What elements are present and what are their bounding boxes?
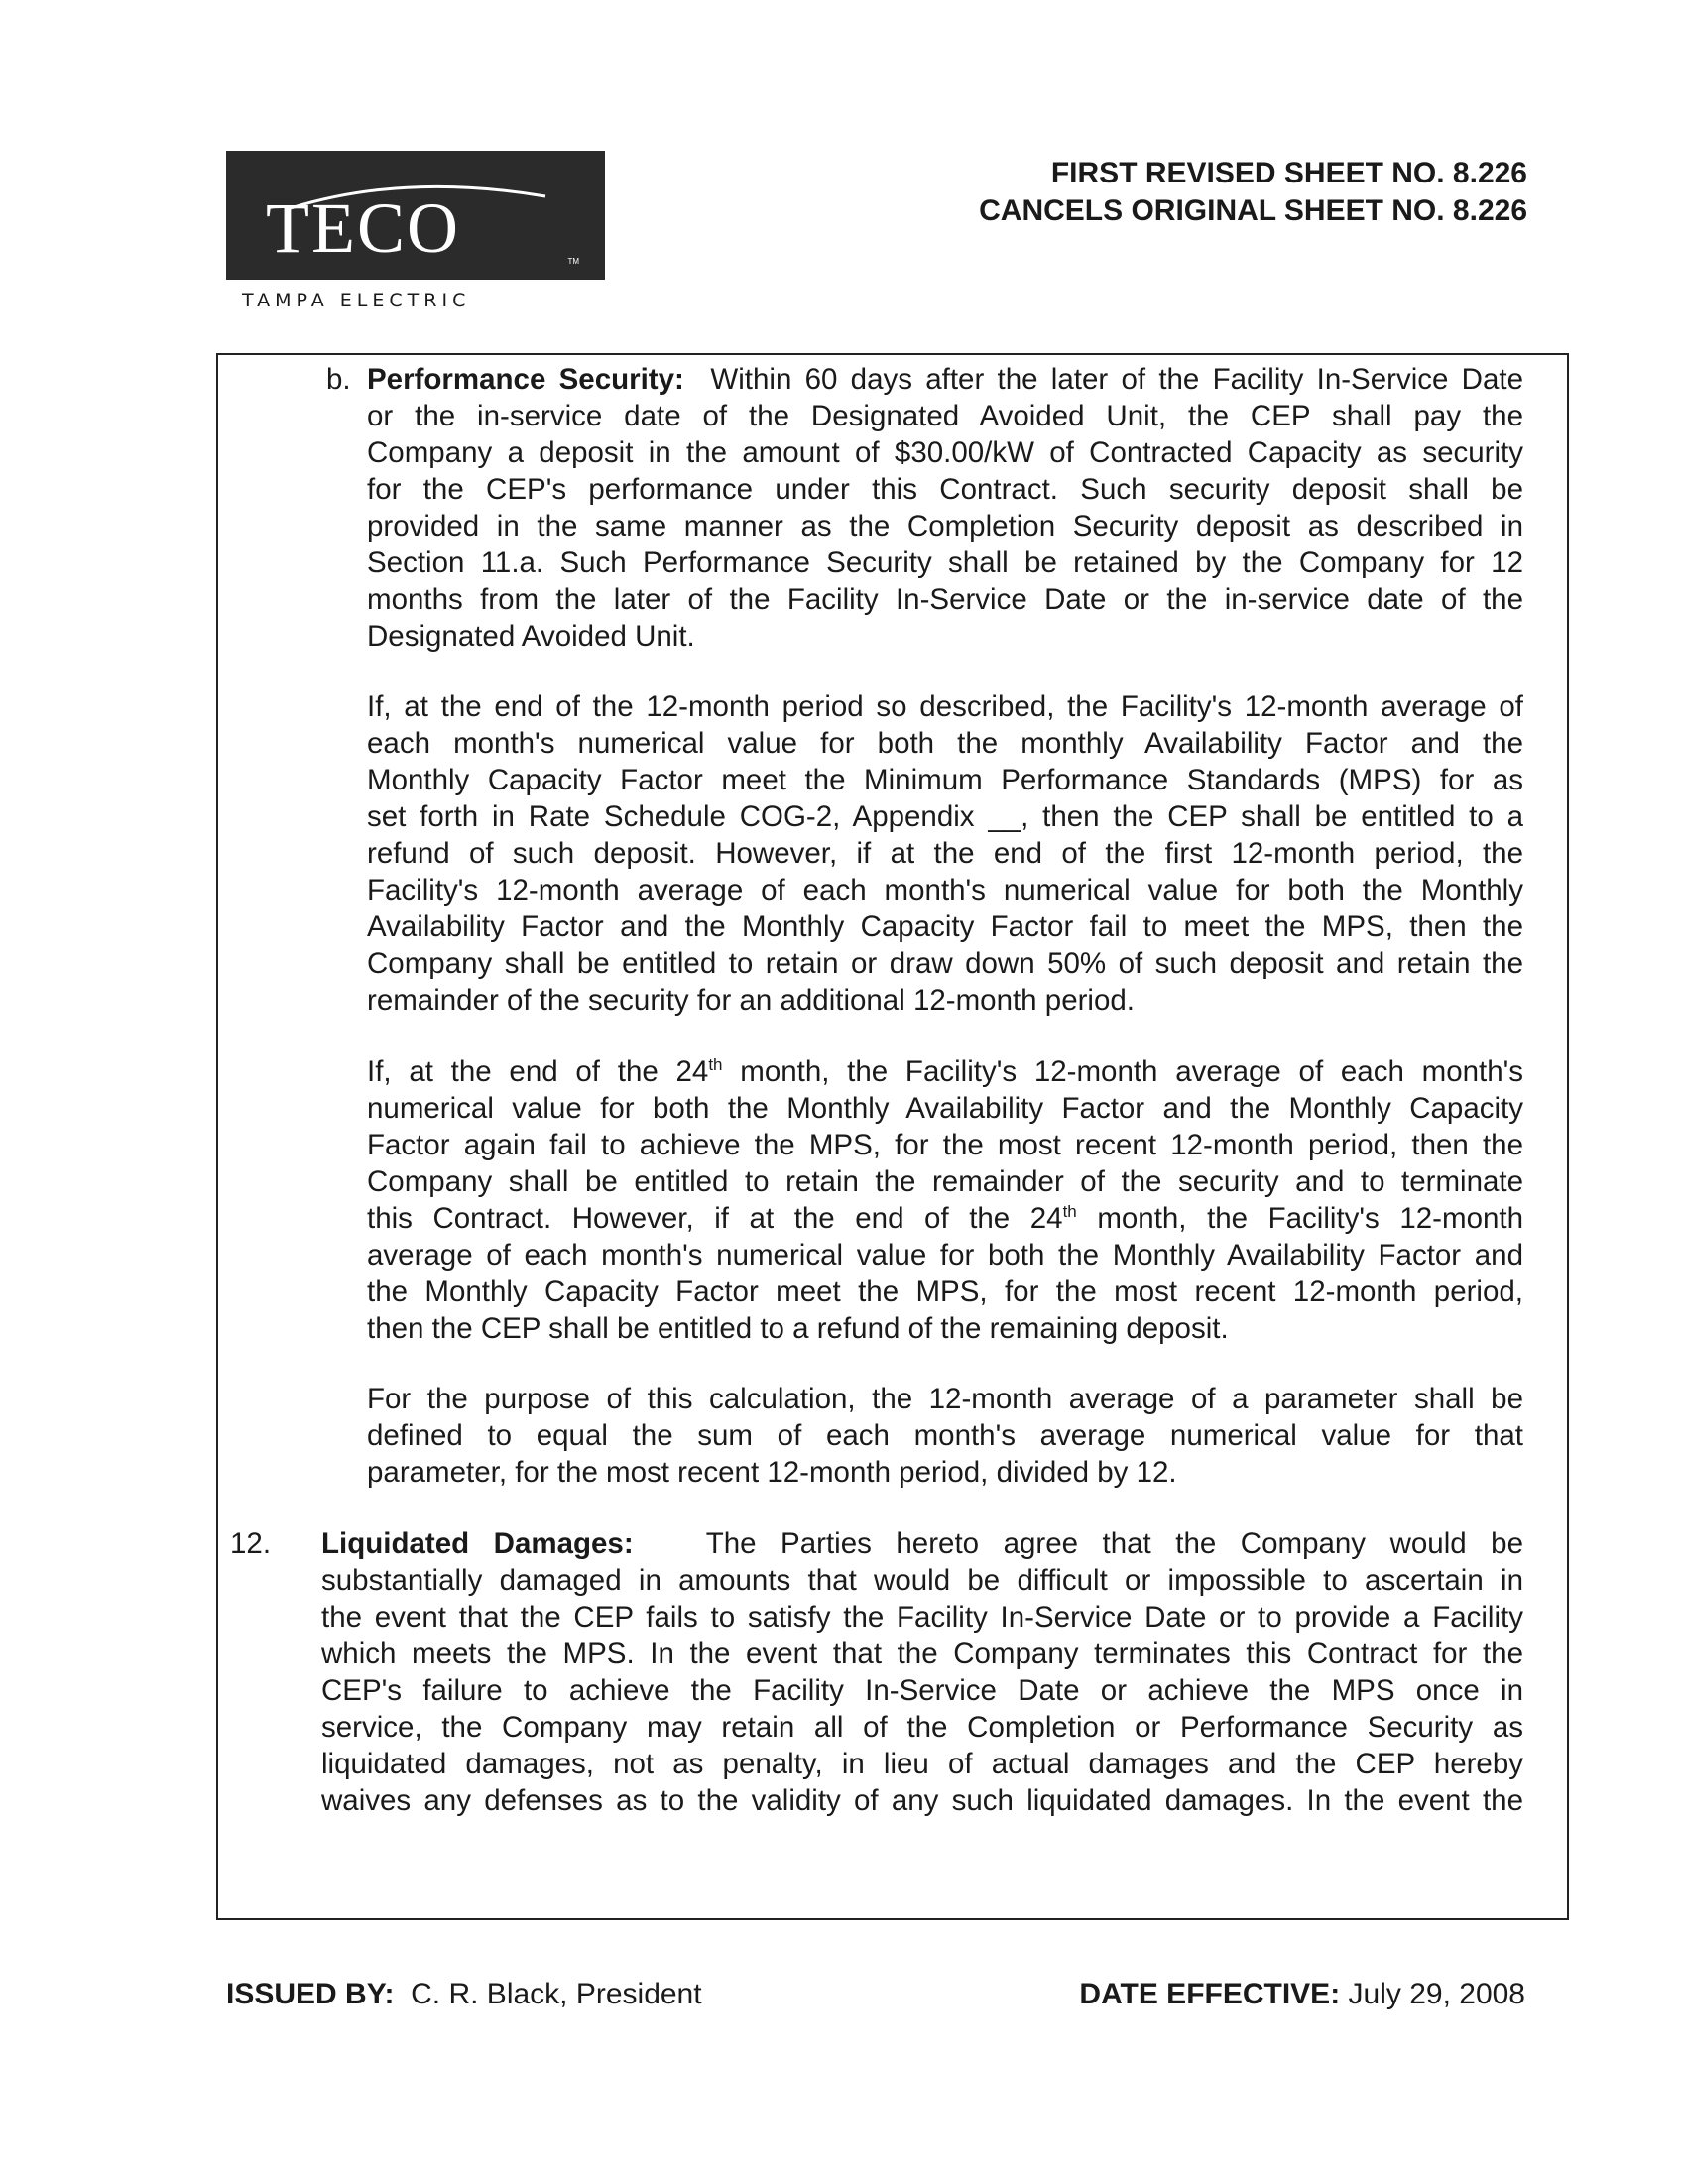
liquidated-damages-heading: Liquidated Damages:	[321, 1527, 634, 1560]
date-effective-value: July 29, 2008	[1348, 1978, 1525, 2010]
text-line: liquidated damages, not as penalty, in lieu of actual damages and the CEP hereby	[321, 1748, 1523, 1780]
text-line: Company shall be entitled to retain or draw down 50% of such deposit and retain the	[367, 947, 1523, 980]
calculation-paragraph	[367, 1381, 1523, 1491]
text-line: the Monthly Capacity Factor meet the MPS, for the most recent 12-month period,	[367, 1275, 1523, 1308]
item-b-marker: b.	[326, 363, 351, 396]
issued-by-label: ISSUED BY:	[226, 1978, 395, 2010]
refund-paragraph	[367, 688, 1523, 1019]
text-line: remainder of the security for an additional 12-month period.	[367, 984, 1135, 1017]
text-line: substantially damaged in amounts that would be difficult or impossible to ascertain in	[321, 1564, 1523, 1597]
text-line: average of each month's numerical value for both the Monthly Availability Factor and	[367, 1239, 1523, 1272]
text-line: or the in-service date of the Designated Avoided Unit, the CEP shall pay the	[367, 400, 1523, 432]
text-line: Designated Avoided Unit.	[367, 620, 695, 653]
text-line: Liquidated Damages: The Parties hereto agree that the Company would be	[321, 1527, 1523, 1560]
text-line: each month's numerical value for both the monthly Availability Factor and the	[367, 727, 1523, 760]
logo-caption: TAMPA ELECTRIC	[242, 290, 471, 311]
text-line: service, the Company may retain all of the Completion or Performance Security as	[321, 1711, 1523, 1744]
text-line: waives any defenses as to the validity of any such liquidated damages. In the event the	[321, 1784, 1523, 1817]
text-line: parameter, for the most recent 12-month period, divided by 12.	[367, 1456, 1177, 1489]
text-line: numerical value for both the Monthly Availability Factor and the Monthly Capacity	[367, 1092, 1523, 1125]
text-line: Facility's 12-month average of each month's numerical value for both the Monthly	[367, 874, 1523, 907]
text-line: Company shall be entitled to retain the remainder of the security and to terminate	[367, 1165, 1523, 1198]
sheet-header	[979, 155, 1527, 230]
text-line: refund of such deposit. However, if at the end of the first 12-month period, the	[367, 837, 1523, 870]
cancels-sheet: CANCELS ORIGINAL SHEET NO. 8.226	[979, 194, 1527, 227]
performance-security-paragraph	[367, 361, 1523, 655]
text-line: set forth in Rate Schedule COG-2, Appendix __, then the CEP shall be entitled to a	[367, 800, 1523, 833]
text-line: CEP's failure to achieve the Facility In-Service Date or achieve the MPS once in	[321, 1674, 1523, 1707]
text-line: this Contract. However, if at the end of the 24th month, the Facility's 12-month	[367, 1202, 1523, 1235]
liquidated-damages-paragraph	[321, 1525, 1523, 1819]
date-effective-label: DATE EFFECTIVE:	[1079, 1978, 1341, 2010]
teco-logo	[226, 151, 605, 280]
text-line: If, at the end of the 12-month period so described, the Facility's 12-month average of	[367, 690, 1523, 723]
date-effective	[1079, 1976, 1525, 2013]
logo-trademark: TM	[567, 257, 579, 266]
text-line: Factor again fail to achieve the MPS, for the most recent 12-month period, then the	[367, 1129, 1523, 1161]
text-line: Company a deposit in the amount of $30.00/kW of Contracted Capacity as security	[367, 436, 1523, 469]
text-line: for the CEP's performance under this Contract. Such security deposit shall be	[367, 473, 1523, 506]
text-line: then the CEP shall be entitled to a refund of the remaining deposit.	[367, 1312, 1229, 1345]
logo-wordmark: TECO	[266, 188, 460, 268]
text-line: Availability Factor and the Monthly Capacity Factor fail to meet the MPS, then the	[367, 910, 1523, 943]
text-line: provided in the same manner as the Completion Security deposit as described in	[367, 510, 1523, 543]
text-line: which meets the MPS. In the event that the Company terminates this Contract for the	[321, 1638, 1523, 1670]
item-12-marker: 12.	[230, 1527, 272, 1560]
sheet-number: FIRST REVISED SHEET NO. 8.226	[1050, 157, 1527, 189]
issued-by	[226, 1976, 702, 2013]
text-line: the event that the CEP fails to satisfy the Facility In-Service Date or to provide a Facility	[321, 1601, 1523, 1634]
tariff-content-box	[216, 353, 1569, 1920]
month-24-paragraph	[367, 1053, 1523, 1347]
text-line: defined to equal the sum of each month's average numerical value for that	[367, 1419, 1523, 1452]
text-line: If, at the end of the 24th month, the Facility's 12-month average of each month's	[367, 1055, 1523, 1088]
issued-by-value: C. R. Black, President	[411, 1978, 702, 2010]
text-line: Performance Security: Within 60 days after the later of the Facility In-Service Date	[367, 363, 1523, 396]
text-line: months from the later of the Facility In-Service Date or the in-service date of the	[367, 583, 1523, 616]
text-line: Monthly Capacity Factor meet the Minimum Performance Standards (MPS) for as	[367, 764, 1523, 796]
performance-security-heading: Performance Security:	[367, 363, 684, 396]
text-line: Section 11.a. Such Performance Security shall be retained by the Company for 12	[367, 546, 1523, 579]
text-line: For the purpose of this calculation, the 12-month average of a parameter shall be	[367, 1383, 1523, 1415]
